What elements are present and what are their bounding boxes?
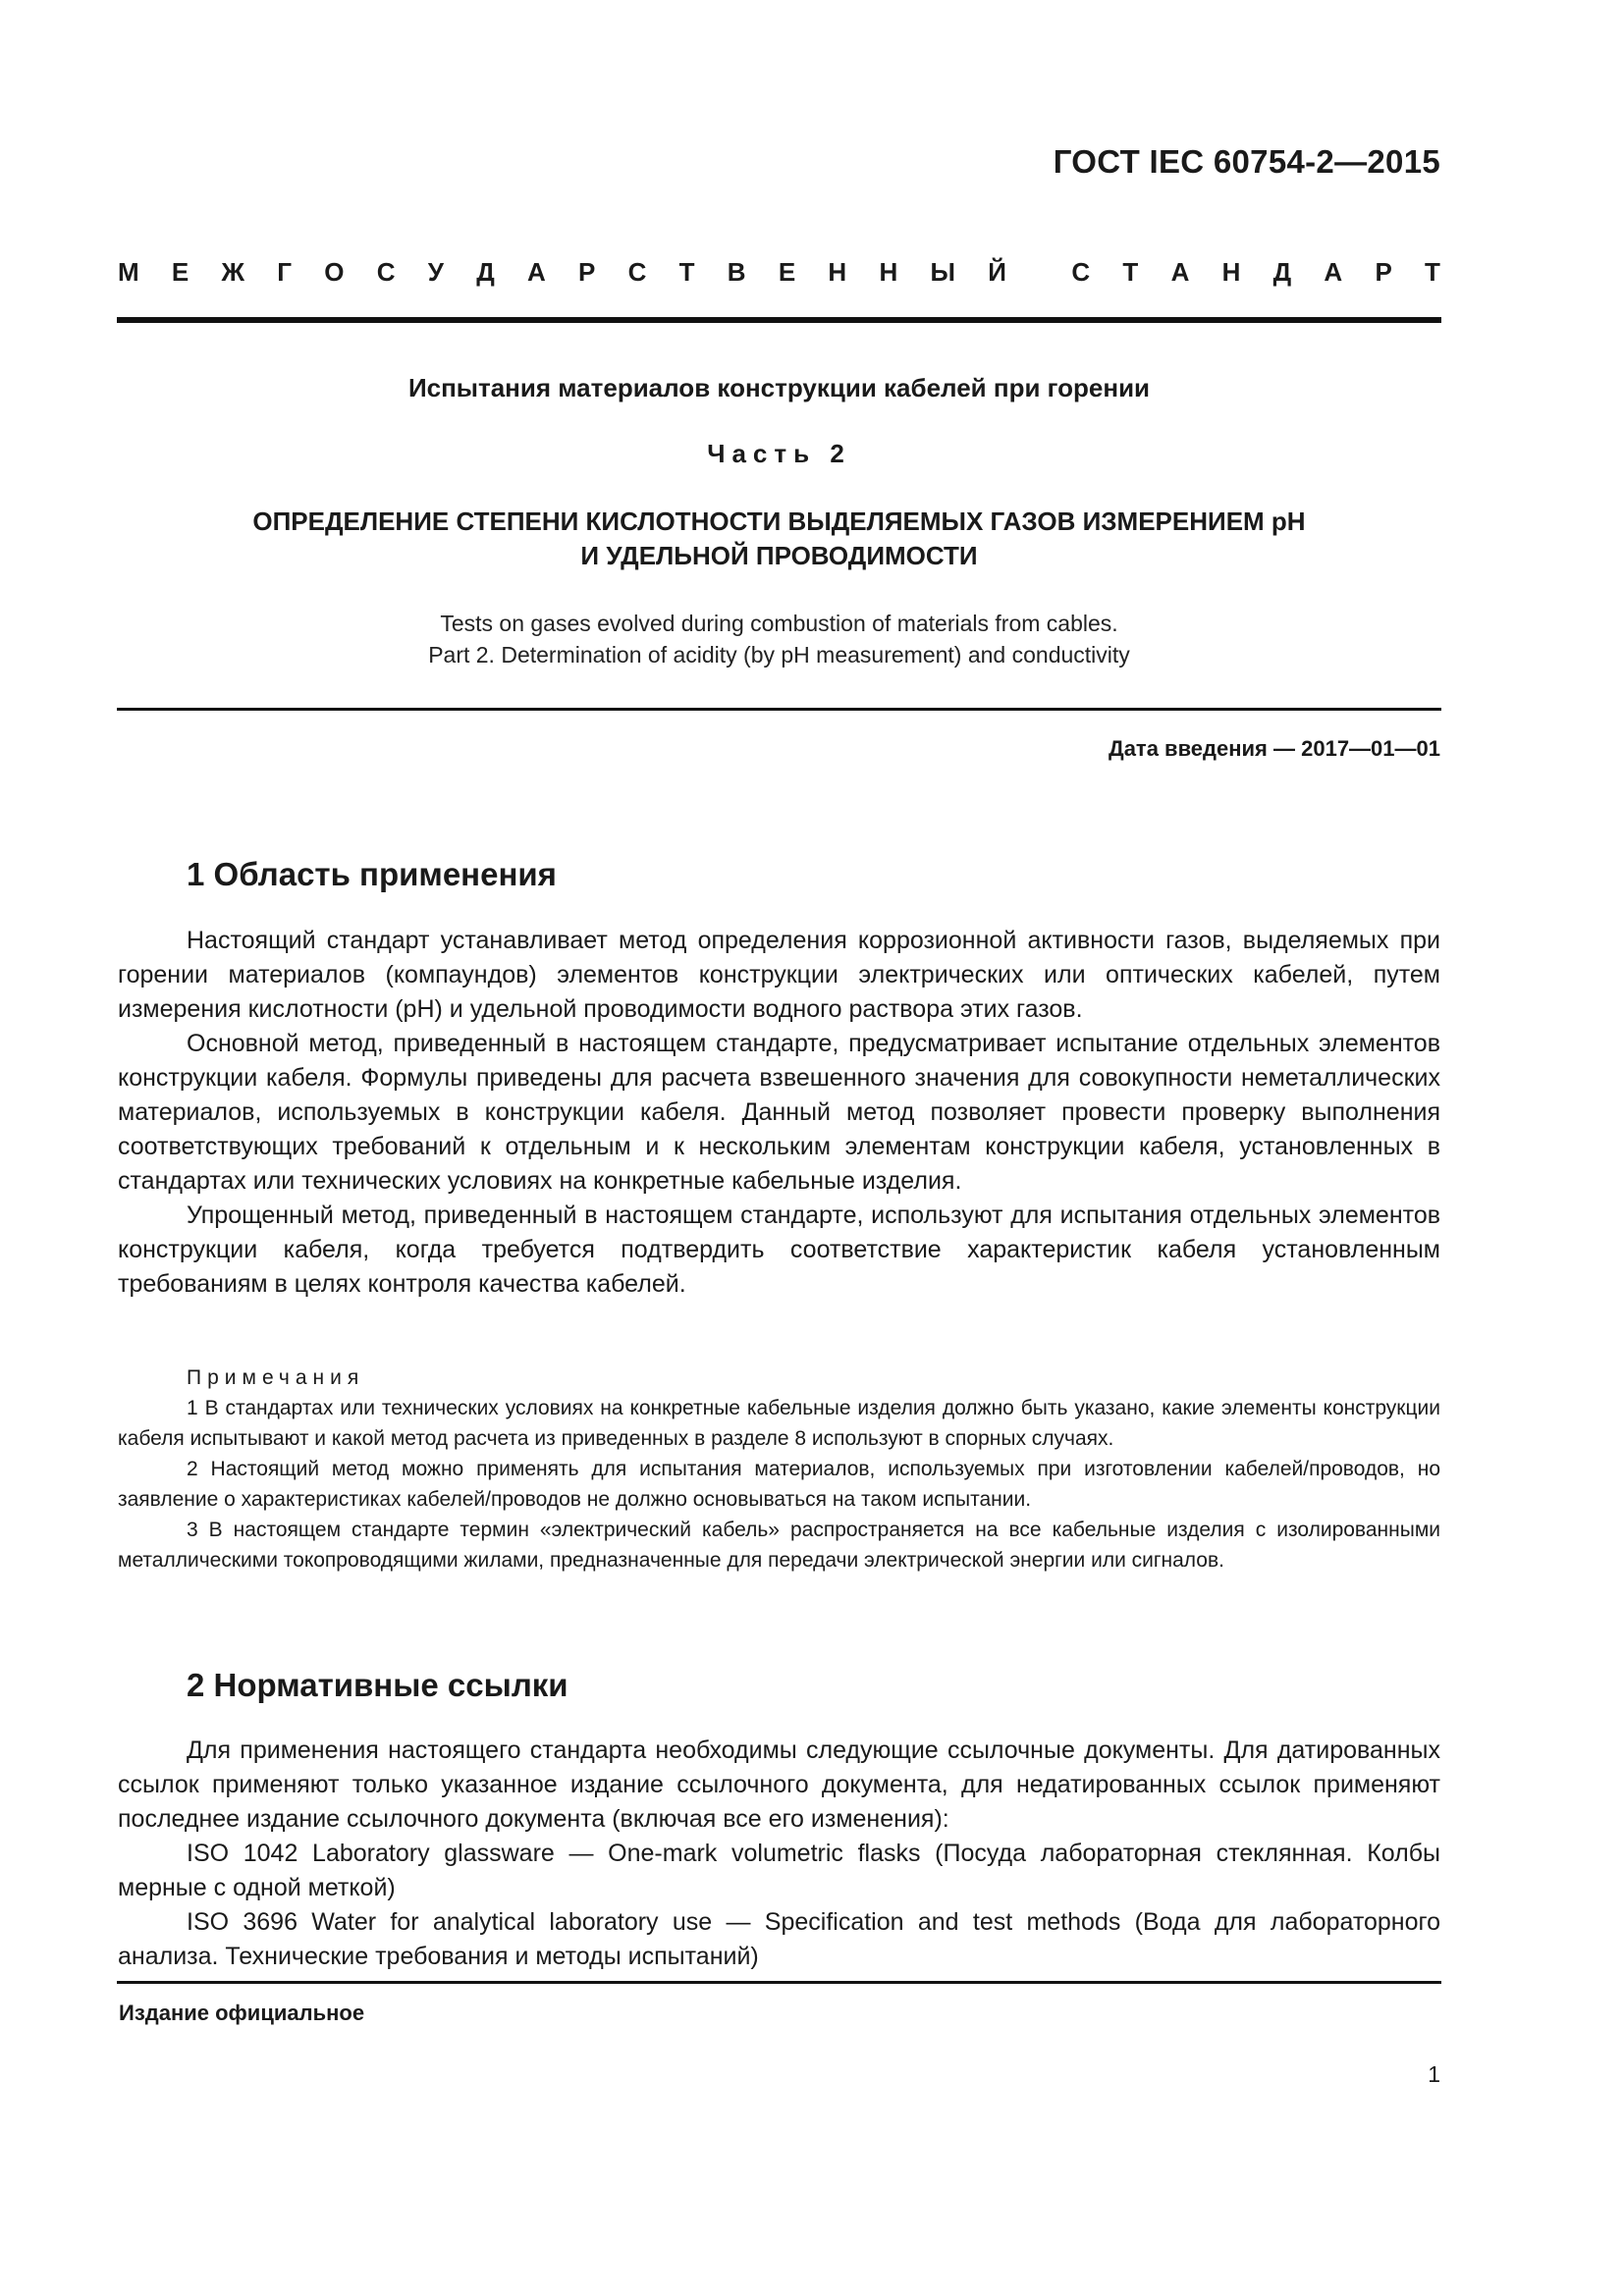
english-title-line: Part 2. Determination of acidity (by pH measurement) and conductivity — [428, 642, 1130, 667]
page-number: 1 — [1428, 2061, 1440, 2087]
standard-type-letter: Д — [476, 257, 495, 287]
header-rule — [117, 317, 1441, 323]
official-edition-label: Издание официальное — [119, 2001, 365, 2025]
section-1-heading: 1 Область применения — [187, 856, 557, 892]
paragraph: Основной метод, приведенный в настоящем стандарте, предусматривает испытание отдельных элементов конструкции кабеля. Формулы приведены для расчета взвешенного значения для совокупности неметаллических материалов, используемых в конструкции кабеля. Данный метод позволяет провести проверку выполнения соответствующих требований к отдельным и к нескольким элементам конструкции кабеля, установленных в стандартах или технических условиях на конкретные кабельные изделия. — [118, 1030, 1440, 1195]
english-title — [117, 608, 1441, 670]
standard-type-letter: А — [1324, 257, 1343, 287]
standard-type-letter: Н — [828, 257, 847, 287]
standard-type-letter: Т — [678, 257, 695, 287]
standard-type-letter: А — [527, 257, 546, 287]
standard-type-letter: Н — [1221, 257, 1241, 287]
paragraph: Настоящий стандарт устанавливает метод определения коррозионной активности газов, выделяемых при горении материалов (компаундов) элементов конструкции электрических или оптических кабелей, путем измерения кислотности (pH) и удельной проводимости водного раствора этих газов. — [118, 927, 1440, 1023]
standard-type-letter: С — [1071, 257, 1091, 287]
general-title: Испытания материалов конструкции кабелей при горении — [407, 373, 1151, 402]
standard-type-letter: М — [118, 257, 139, 287]
standard-type-letter: Т — [1425, 257, 1440, 287]
main-title-line: И УДЕЛЬНОЙ ПРОВОДИМОСТИ — [580, 541, 978, 570]
standard-type-letter: В — [727, 257, 746, 287]
standard-type-letter: С — [376, 257, 396, 287]
document-number: ГОСТ IEC 60754-2—2015 — [1053, 143, 1440, 180]
standard-type-letter: А — [1170, 257, 1190, 287]
section-1-body — [118, 924, 1440, 1302]
standard-type-letter: Е — [171, 257, 189, 287]
notes-title: Примечания — [187, 1366, 365, 1389]
english-title-line: Tests on gases evolved during combustion of materials from cables. — [440, 611, 1118, 636]
standard-type-letter: Р — [1375, 257, 1392, 287]
main-title-line: ОПРЕДЕЛЕНИЕ СТЕПЕНИ КИСЛОТНОСТИ ВЫДЕЛЯЕМЫХ ГАЗОВ ИЗМЕРЕНИЕМ pH — [252, 507, 1306, 536]
notes-block — [118, 1362, 1440, 1575]
standard-type-letter: Н — [879, 257, 898, 287]
standard-type-letter: Ы — [930, 257, 955, 287]
standard-type-letter: Т — [1122, 257, 1139, 287]
standard-type-letter: О — [324, 257, 345, 287]
standard-type-letter: С — [627, 257, 647, 287]
standard-type-letter: Е — [778, 257, 796, 287]
paragraph: Упрощенный метод, приведенный в настоящем стандарте, используют для испытания отдельных элементов конструкции кабеля, когда требуется подтвердить соответствие характеристик кабеля установленным требованиям в целях контроля качества кабелей. — [118, 1201, 1440, 1298]
standard-type-letter: Р — [578, 257, 596, 287]
reference-item: ISO 3696 Water for analytical laboratory use — Specification and test methods (Вода для лабораторного анализа. Технические требования и методы испытаний) — [118, 1908, 1440, 1970]
note: 3 В настоящем стандарте термин «электрический кабель» распространяется на все кабельные изделия с изолированными металлическими токопроводящими жилами, предназначенные для передачи электрической энергии или сигналов. — [118, 1519, 1440, 1572]
standard-type-letter: Д — [1272, 257, 1292, 287]
note: 2 Настоящий метод можно применять для испытания материалов, используемых при изготовлении кабелей/проводов, но заявление о характеристиках кабелей/проводов не должно основываться на таком испытании. — [118, 1458, 1440, 1511]
section-2-body — [118, 1734, 1440, 1974]
paragraph: Для применения настоящего стандарта необходимы следующие ссылочные документы. Для датированных ссылок применяют только указанное издание ссылочного документа, для недатированных ссылок применяют последнее издание ссылочного документа (включая все его изменения): — [118, 1736, 1440, 1833]
footer-rule — [117, 1981, 1441, 1984]
standard-type-heading — [118, 257, 1440, 288]
standard-type-letter: У — [427, 257, 444, 287]
part-title: Часть 2 — [707, 439, 851, 468]
standard-type-letter: Й — [988, 257, 1006, 287]
title-rule — [117, 708, 1441, 711]
introduction-date: Дата введения — 2017—01—01 — [1109, 736, 1440, 761]
section-2-heading: 2 Нормативные ссылки — [187, 1667, 568, 1703]
standard-type-letter: Г — [277, 257, 293, 287]
reference-item: ISO 1042 Laboratory glassware — One-mark volumetric flasks (Посуда лабораторная стеклянная. Колбы мерные с одной меткой) — [118, 1840, 1440, 1901]
standard-type-letter: Ж — [221, 257, 245, 287]
note: 1 В стандартах или технических условиях на конкретные кабельные изделия должно быть указано, какие элементы конструкции кабеля испытывают и какой метод расчета из приведенных в разделе 8 используют в спорных случаях. — [118, 1397, 1440, 1450]
main-title — [117, 505, 1441, 573]
